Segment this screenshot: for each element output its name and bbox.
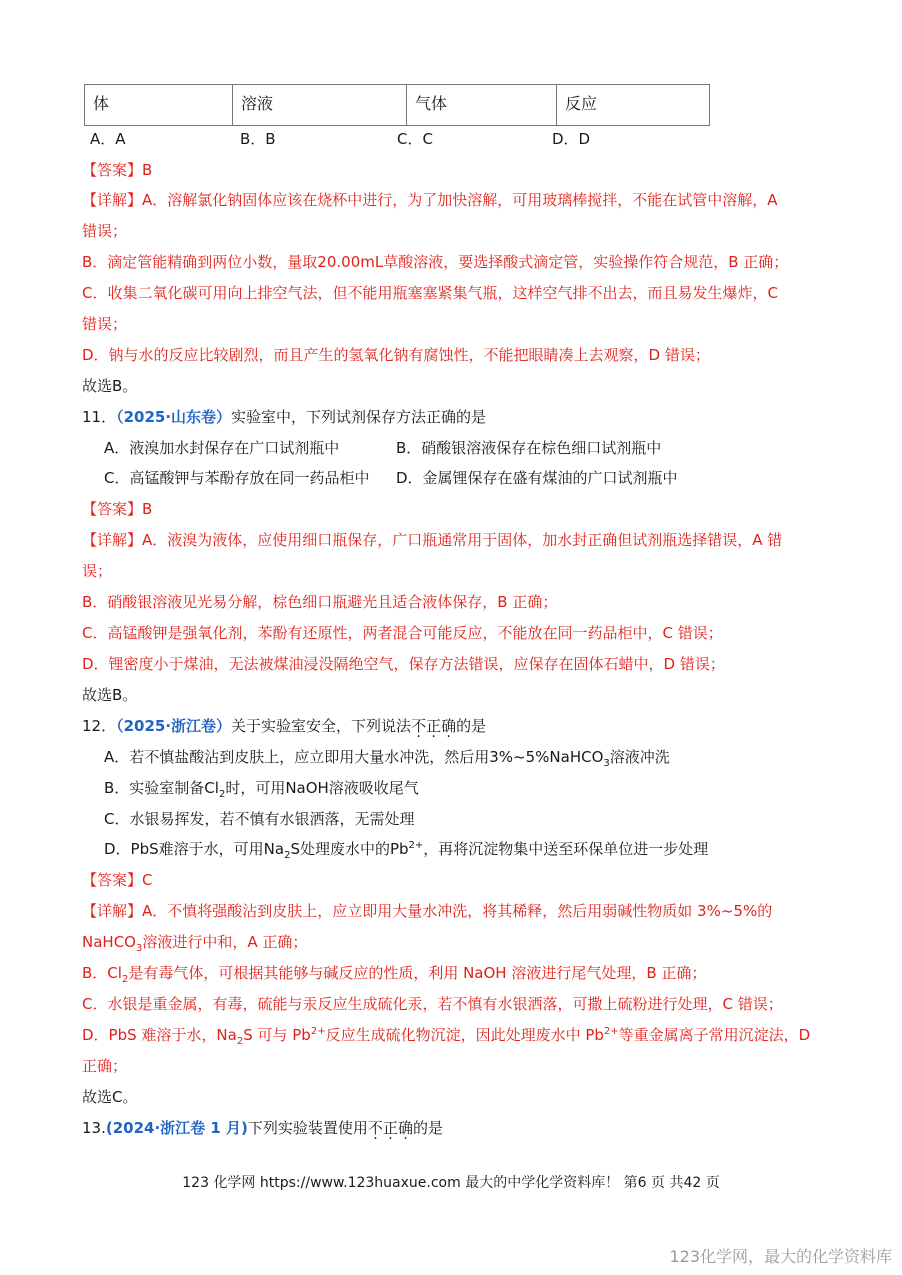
table-cell: 反应 — [565, 94, 598, 113]
table-cell: 气体 — [407, 85, 557, 125]
option-b: B．B — [240, 130, 276, 148]
superscript: 2+ — [603, 1026, 619, 1037]
option-d: D．D — [552, 130, 591, 148]
emphasis-char: 确 — [397, 1119, 413, 1137]
q13-source: (2024·浙江卷 1 月) — [105, 1119, 248, 1137]
q13-stem — [82, 1118, 443, 1138]
q10-detail-line: 错误； — [82, 315, 128, 333]
superscript: 2+ — [408, 840, 424, 851]
option-text: B．实验室制备Cl — [104, 779, 219, 797]
q13-number: 13. — [82, 1119, 106, 1137]
q10-conclusion: 故选B。 — [82, 377, 138, 395]
emphasis-char: 正 — [382, 1119, 398, 1137]
q11-number: 11． — [82, 408, 117, 426]
q12-answer: 【答案】C — [82, 871, 153, 889]
q10-detail-line: C．收集二氧化碳可用向上排空气法，但不能用瓶塞塞紧集气瓶，这样空气排不出去，而且易发生爆炸，C — [82, 284, 778, 302]
watermark: 123化学网，最大的化学资料库 — [669, 1247, 892, 1266]
q10-detail-line: D．钠与水的反应比较剧烈，而且产生的氢氧化钠有腐蚀性，不能把眼睛凑上去观察，D 错误； — [82, 346, 710, 364]
q10-detail-line: 错误； — [82, 222, 128, 240]
q11-option-b: B．硝酸银溶液保存在棕色细口试剂瓶中 — [396, 439, 662, 457]
q12-detail-line — [82, 963, 706, 983]
q11-option-a: A．液溴加水封保存在广口试剂瓶中 — [104, 439, 340, 457]
q11-detail-line: 【详解】A．液溴为液体，应使用细口瓶保存，广口瓶通常用于固体，加水封正确但试剂瓶选择错误，A 错 — [82, 531, 783, 549]
emphasis-char: 正 — [426, 717, 442, 735]
q12-option-a — [104, 747, 670, 767]
q11-detail-line: D．锂密度小于煤油，无法被煤油浸没隔绝空气，保存方法错误，应保存在固体石蜡中，D 错误； — [82, 655, 725, 673]
q11-stem-text: 实验室中，下列试剂保存方法正确的是 — [231, 408, 487, 426]
detail-text: S 可与 Pb — [243, 1026, 311, 1044]
option-text: 时，可用NaOH溶液吸收尾气 — [225, 779, 419, 797]
subscript: 3 — [603, 758, 610, 769]
q11-detail-line: 误； — [82, 562, 113, 580]
q12-option-d — [104, 839, 708, 859]
q11-option-d: D．金属锂保存在盛有煤油的广口试剂瓶中 — [396, 469, 678, 487]
q12-detail-line — [82, 932, 307, 952]
superscript: 2+ — [310, 1026, 326, 1037]
page-footer: 123 化学网 https://www.123huaxue.com 最大的中学化学资料库！ 第6 页 共42 页 — [182, 1175, 720, 1191]
subscript: 2 — [284, 850, 291, 861]
q12-detail-line: 正确； — [82, 1057, 128, 1075]
detail-text: 等重金属离子常用沉淀法，D — [618, 1026, 811, 1044]
table-cell: 溶液 — [233, 85, 407, 125]
q12-stem-end: 的是 — [456, 717, 487, 735]
q11-source: （2025·山东卷） — [116, 408, 232, 426]
subscript: 3 — [135, 943, 143, 954]
q10-answer: 【答案】B — [82, 161, 153, 179]
detail-text: 溶液进行中和，A 正确； — [142, 933, 308, 951]
option-text: 溶液冲洗 — [609, 748, 670, 766]
detail-text: 反应生成硫化物沉淀，因此处理废水中 Pb — [325, 1026, 604, 1044]
q10-detail-line: B．滴定管能精确到两位小数，量取20.00mL草酸溶液，要选择酸式滴定管，实验操作符合规范，B 正确； — [82, 253, 789, 271]
detail-text: NaHCO — [82, 933, 136, 951]
option-c: C．C — [397, 130, 433, 148]
answer-table — [84, 84, 710, 126]
option-text: ，再将沉淀物集中送至环保单位进一步处理 — [423, 840, 709, 858]
detail-text: D．PbS 难溶于水，Na — [82, 1026, 237, 1044]
detail-text: 是有毒气体，可根据其能够与碱反应的性质，利用 NaOH 溶液进行尾气处理，B 正确； — [128, 964, 707, 982]
q12-detail-line: 【详解】A．不慎将强酸沾到皮肤上，应立即用大量水冲洗，将其稀释，然后用弱碱性物质如 3%~5%的 — [82, 902, 773, 920]
q12-conclusion: 故选C。 — [82, 1088, 138, 1106]
q12-stem — [82, 716, 486, 736]
q12-option-c: C．水银易挥发，若不慎有水银洒落，无需处理 — [104, 810, 415, 828]
q13-stem-text: 下列实验装置使用 — [247, 1119, 368, 1137]
emphasis-char: 不 — [411, 717, 427, 735]
subscript: 2 — [121, 974, 129, 985]
q12-source: （2025·浙江卷） — [116, 717, 232, 735]
option-a: A．A — [90, 130, 126, 148]
emphasis-char: 确 — [441, 717, 457, 735]
q11-stem — [82, 407, 486, 427]
q12-number: 12． — [82, 717, 117, 735]
q12-option-b — [104, 778, 419, 798]
option-text: D．PbS难溶于水，可用Na — [104, 840, 285, 858]
detail-text: B．Cl — [82, 964, 122, 982]
table-cell: 体 — [85, 85, 233, 125]
q13-stem-end: 的是 — [412, 1119, 443, 1137]
q11-answer: 【答案】B — [82, 500, 153, 518]
q12-detail-line — [82, 1025, 810, 1045]
q12-detail-line: C．水银是重金属，有毒，硫能与汞反应生成硫化汞，若不慎有水银洒落，可撒上硫粉进行处理，C 错误； — [82, 995, 783, 1013]
subscript: 2 — [236, 1036, 244, 1047]
subscript: 2 — [218, 789, 226, 800]
q11-conclusion: 故选B。 — [82, 686, 138, 704]
q11-detail-line: C．高锰酸钾是强氧化剂，苯酚有还原性，两者混合可能反应，不能放在同一药品柜中，C 错误； — [82, 624, 723, 642]
option-text: A．若不慎盐酸沾到皮肤上，应立即用大量水冲洗，然后用3%~5%NaHCO — [104, 748, 604, 766]
emphasis-char: 不 — [367, 1119, 383, 1137]
q12-stem-text: 关于实验室安全，下列说法 — [231, 717, 412, 735]
q11-option-c: C．高锰酸钾与苯酚存放在同一药品柜中 — [104, 469, 370, 487]
q11-detail-line: B．硝酸银溶液见光易分解，棕色细口瓶避光且适合液体保存，B 正确； — [82, 593, 558, 611]
option-text: S处理废水中的Pb — [290, 840, 409, 858]
q10-detail-line: 【详解】A．溶解氯化钠固体应该在烧杯中进行，为了加快溶解，可用玻璃棒搅拌，不能在试管中溶解，A — [82, 191, 778, 209]
